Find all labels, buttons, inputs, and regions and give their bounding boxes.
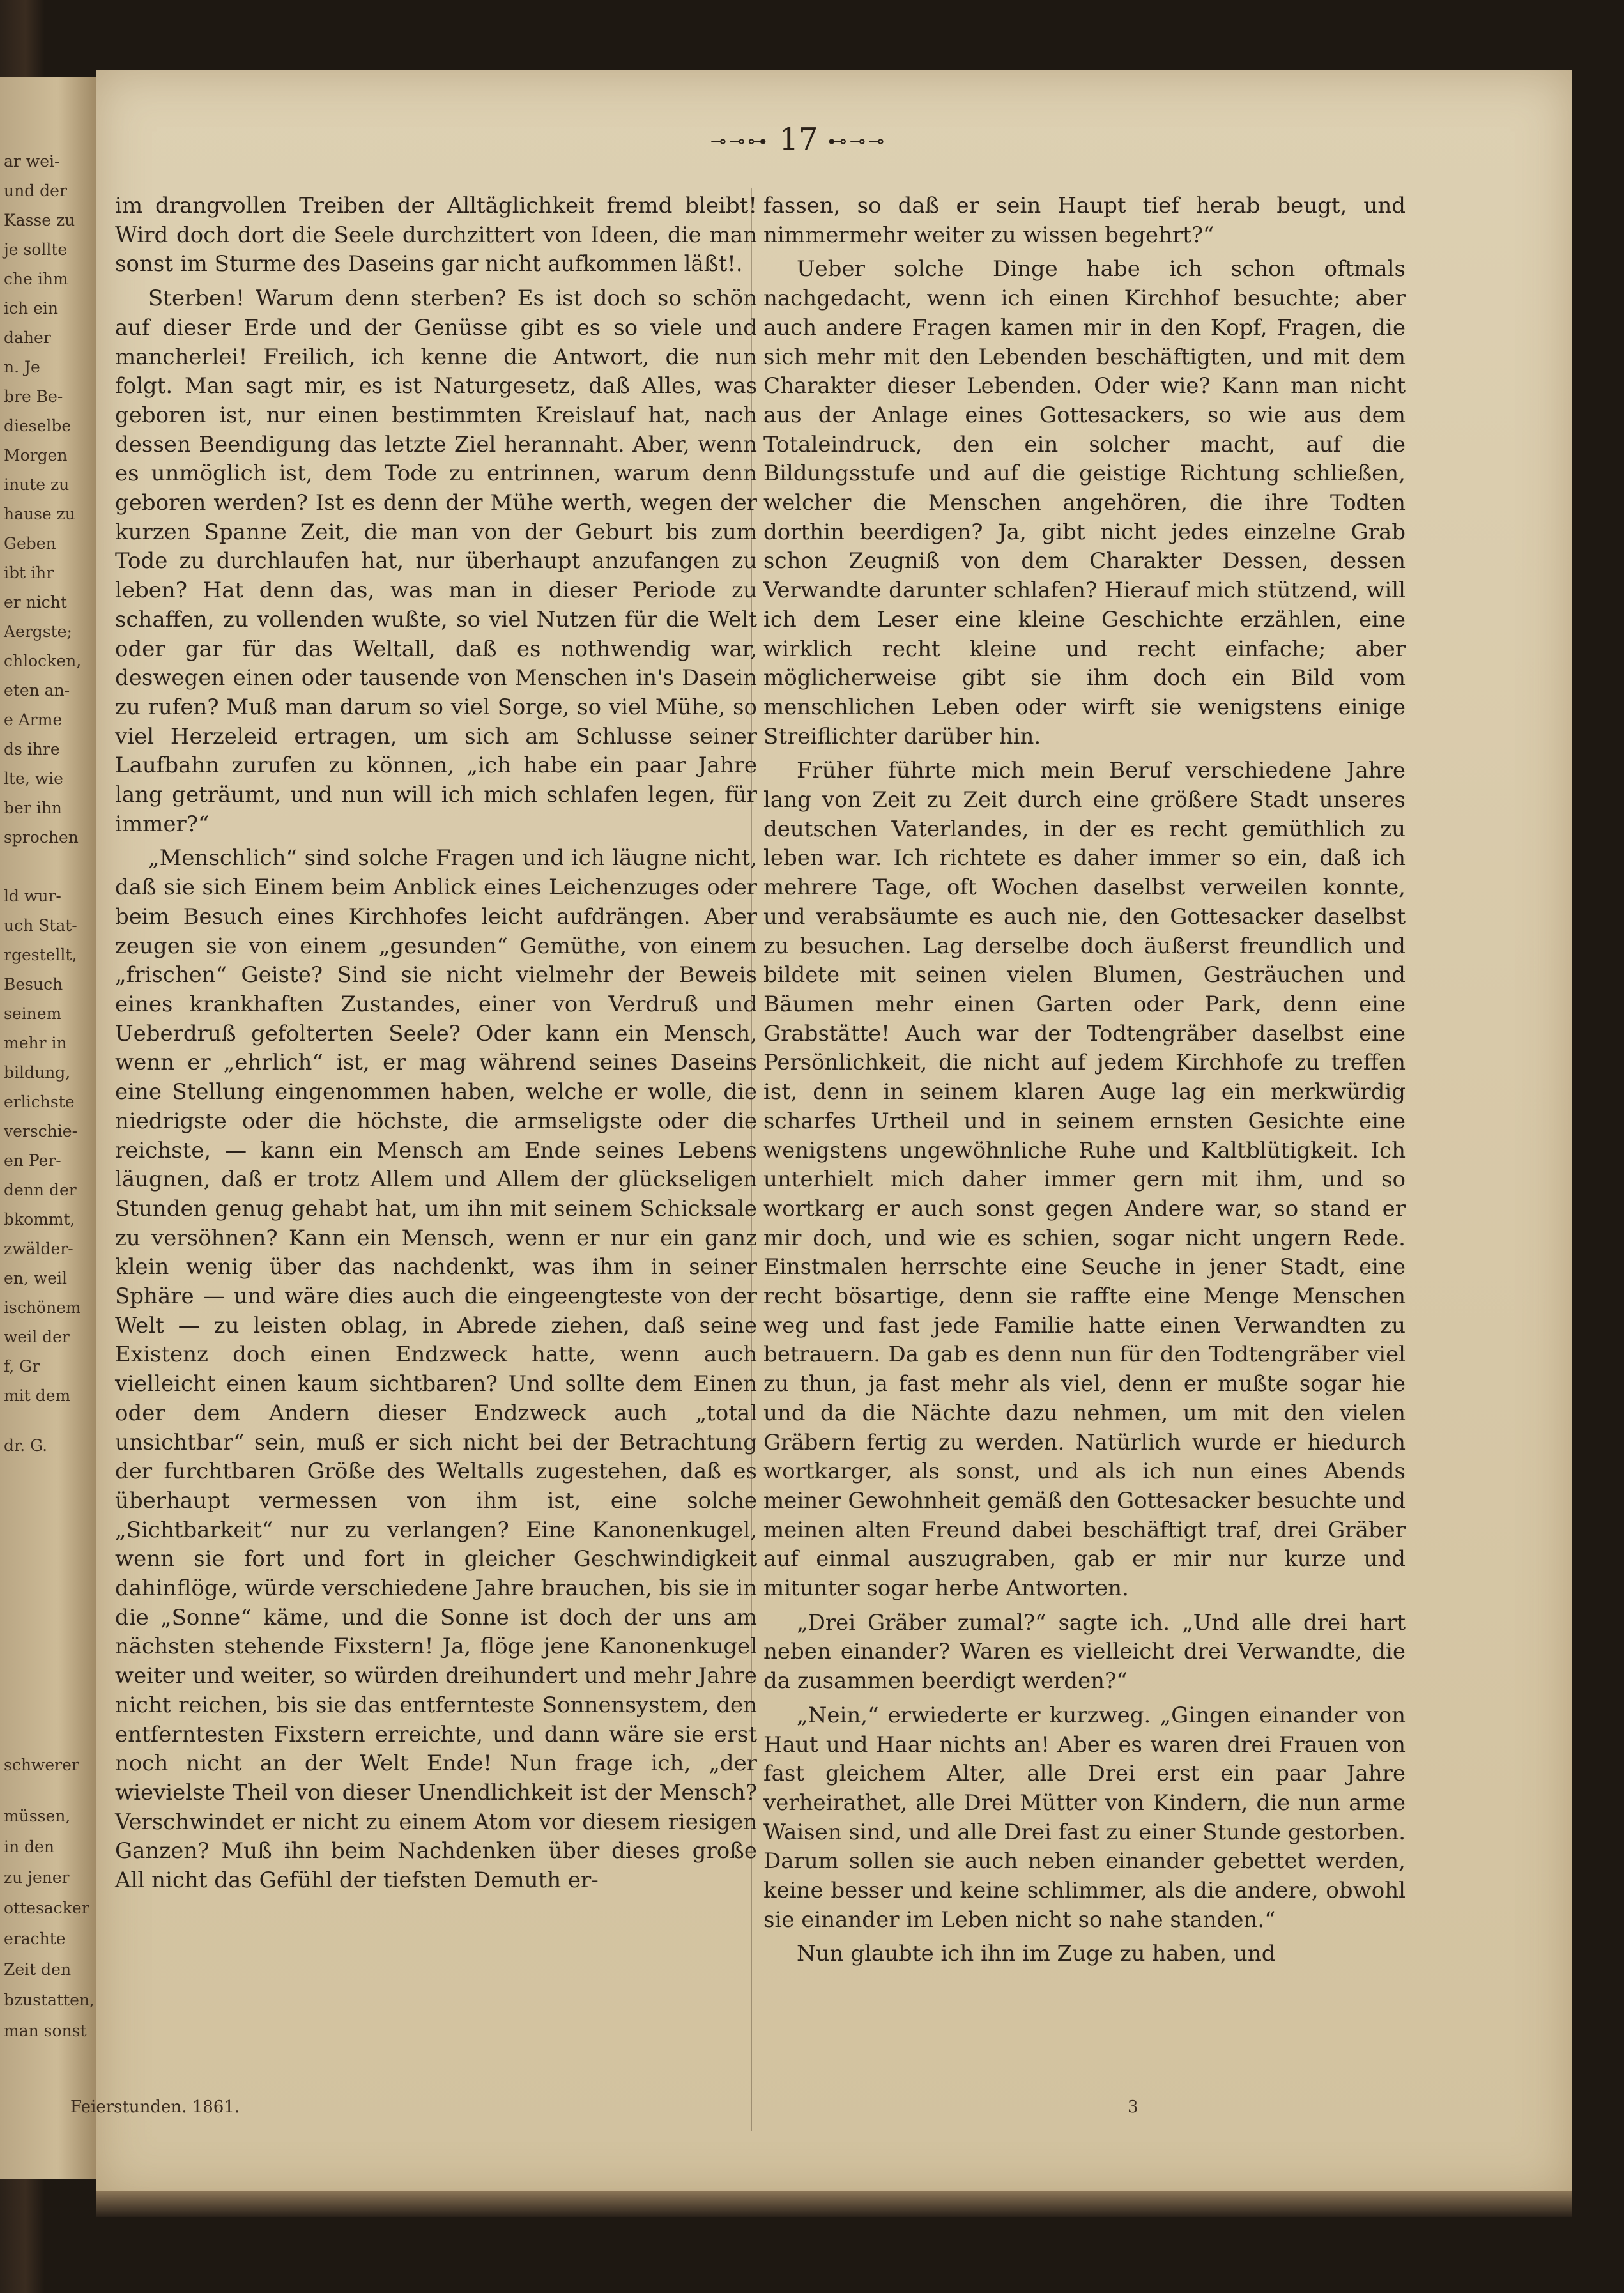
facing-page-fragment: che ihm bbox=[4, 270, 68, 288]
facing-page-fragment: en Per- bbox=[4, 1151, 61, 1170]
paragraph: „Nein,“ erwiederte er kurzweg. „Gingen einander von Haut und Haar nichts an! Aber es waren drei Frauen von fast gleichem Alter, alle Drei erst ein paar Jahre verheirathet, alle Drei Mütter von Kindern, die nun arme Waisen sind, und alle Drei fast zu einer Stunde gestorben. Darum sollen sie auch neben einander gebettet werden, keine besser und keine schlimmer, als die andere, obwohl sie einander im Leben nicht so nahe standen.“ bbox=[763, 1702, 1406, 1933]
facing-page-fragment: dr. G. bbox=[4, 1436, 48, 1455]
facing-page-fragment: uch Stat- bbox=[4, 916, 77, 935]
facing-page-fragment: ibt ihr bbox=[4, 564, 54, 582]
facing-page-fragment: ld wur- bbox=[4, 887, 61, 905]
footer-signature-mark: 3 bbox=[1128, 2097, 1138, 2117]
facing-page-fragment: hause zu bbox=[4, 505, 75, 523]
facing-page-fragment: dieselbe bbox=[4, 417, 72, 435]
facing-page-fragment: Besuch bbox=[4, 975, 63, 993]
paragraph: „Drei Gräber zumal?“ sagte ich. „Und alle drei hart neben einander? Waren es vielleicht drei Verwandte, die da zusammen beerdigt werden?“ bbox=[763, 1609, 1406, 1694]
facing-page-fragment: zu jener bbox=[4, 1868, 70, 1887]
facing-page-fragment: weil der bbox=[4, 1328, 70, 1346]
facing-page-fragment: bildung, bbox=[4, 1063, 71, 1082]
text-column-right bbox=[763, 192, 1406, 1969]
facing-page-fragment: inute zu bbox=[4, 475, 70, 494]
paragraph: Nun glaubte ich ihn im Zuge zu haben, und bbox=[797, 1941, 1276, 1967]
facing-page-fragment: bre Be- bbox=[4, 387, 63, 406]
facing-page-fragment: mehr in bbox=[4, 1034, 67, 1052]
facing-page-fragment: er nicht bbox=[4, 593, 67, 611]
facing-page-fragment: müssen, bbox=[4, 1807, 71, 1825]
facing-page-fragment: zwälder- bbox=[4, 1239, 73, 1258]
paragraph: Früher führte mich mein Beruf verschiedene Jahre lang von Zeit zu Zeit durch eine größere Stadt unseres deutschen Vaterlandes, in der es recht gemüthlich zu leben war. Ich richtete es daher immer so ein, daß ich mehrere Tage, oft Wochen daselbst verweilen konnte, und verabsäumte es auch nie, den Gottesacker daselbst zu besuchen. Lag derselbe doch äußerst freundlich und bildete mit seinen vielen Blumen, Gesträuchen und Bäumen mehr einen Garten oder Park, denn eine Grabstätte! Auch war der Todtengräber daselbst eine Persönlichkeit, die nicht auf jedem Kirchhofe zu treffen ist, denn in seinem klaren Auge lag ein merkwürdig scharfes Urtheil und in seinem ernsten Gesichte eine wenigstens ungewöhnliche Ruhe und Kaltblütigkeit. Ich unterhielt mich daher immer gern mit ihm, und so wortkarg er auch sonst gegen Andere war, so stand er mir doch, und wie es schien, sogar nicht ungern Rede. Einstmalen herrschte eine Seuche in jener Stadt, eine recht bösartige, denn sie raffte eine Menge Menschen weg und fast jede Familie hatte einen Verwandten zu betrauern. Da gab es denn nun für den Todtengräber viel zu thun, ja fast mehr als viel, denn er mußte sogar hie und da die Nächte dazu nehmen, um mit den vielen Gräbern fertig zu werden. Natürlich wurde er hiedurch wortkarger, als sonst, und als ich nun eines Abends meiner Gewohnheit gemäß den Gottesacker besuchte und meinen alten Freund dabei beschäftigt traf, drei Gräber auf einmal auszugraben, gab er mir nur kurze und mitunter sogar herbe Antworten. bbox=[763, 758, 1406, 1602]
ornament-left-icon: ⊸⊸⊶ bbox=[710, 130, 770, 153]
facing-page-fragment: Aergste; bbox=[4, 622, 72, 641]
facing-page-fragment: sprochen bbox=[4, 828, 79, 847]
facing-page-fragment: und der bbox=[4, 181, 67, 200]
facing-page-fragment: Morgen bbox=[4, 446, 68, 464]
facing-page-fragment: eten an- bbox=[4, 681, 70, 700]
facing-page-fragment: verschie- bbox=[4, 1122, 78, 1140]
facing-page-fragment: erachte bbox=[4, 1929, 66, 1948]
facing-page-fragment: erlichste bbox=[4, 1093, 75, 1111]
facing-page-fragment: ber ihn bbox=[4, 799, 62, 817]
page-bottom-edge bbox=[96, 2191, 1572, 2217]
facing-page-fragment: ds ihre bbox=[4, 740, 60, 758]
facing-page-fragment: ar wei- bbox=[4, 152, 60, 171]
facing-page-fragment: chlocken, bbox=[4, 652, 82, 670]
facing-page-fragment: n. Je bbox=[4, 358, 40, 376]
facing-page-fragment: Kasse zu bbox=[4, 211, 75, 229]
facing-page-fragment: denn der bbox=[4, 1181, 77, 1199]
text-column-left bbox=[115, 192, 757, 1896]
facing-page-fragment: Geben bbox=[4, 534, 56, 553]
paragraph: fassen, so daß er sein Haupt tief herab beugt, und nimmermehr weiter zu wissen begehrt?“ bbox=[763, 193, 1406, 248]
facing-page-fragment: bkommt, bbox=[4, 1210, 75, 1229]
footer-publication: Feierstunden. 1861. bbox=[70, 2097, 240, 2117]
facing-page-fragment: f, Gr bbox=[4, 1357, 40, 1376]
facing-page-fragment: seinem bbox=[4, 1004, 62, 1023]
facing-page-fragment: ischönem bbox=[4, 1298, 81, 1317]
column-divider bbox=[751, 188, 752, 2131]
facing-page-fragment: rgestellt, bbox=[4, 946, 77, 964]
page-number bbox=[639, 121, 958, 157]
facing-page-fragment: lte, wie bbox=[4, 769, 63, 788]
paragraph: „Menschlich“ sind solche Fragen und ich läugne nicht, daß sie sich Einem beim Anblick eines Leichenzuges oder beim Besuch eines Kirchhofes leicht aufdrängen. Aber zeugen sie von einem „gesunden“ Gemüthe, von einem „frischen“ Geiste? Sind sie nicht vielmehr der Beweis eines krankhaften Zustandes, einer von Verdruß und Ueberdruß gefolterten Seele? Oder kann ein Mensch, wenn er „ehrlich“ ist, er mag während seines Daseins eine Stellung eingenommen haben, welche er wolle, die niedrigste oder die höchste, die armseligste oder die reichste, — kann ein Mensch am Ende seines Lebens läugnen, daß er trotz Allem und Allem der glückseligen Stunden genug gehabt hat, um ihn mit seinem Schicksale zu versöhnen? Kann ein Mensch, wenn er nur ein ganz klein wenig über das nachdenkt, was ihm in seiner Sphäre — und wäre dies auch die eingeengteste von der Welt — zu leisten oblag, in Abrede ziehen, daß seine Existenz doch einen Endzweck hatte, wenn auch vielleicht einen kaum sichtbaren? Und sollte dem Einen oder dem Andern dieser Endzweck auch „total unsichtbar“ sein, muß er sich nicht bei der Betrachtung der furchtbaren Größe des Weltalls zugestehen, daß es überhaupt vermessen von ihm ist, eine solche „Sichtbarkeit“ nur zu verlangen? Eine Kanonenkugel, wenn sie fort und fort in gleicher Geschwindigkeit dahinflöge, würde verschiedene Jahre brauchen, bis sie in die „Sonne“ käme, und die Sonne ist doch der uns am nächsten stehende Fixstern! Ja, flöge jene Kanonenkugel weiter und weiter, so würden dreihundert und mehr Jahre nicht reichen, bis sie das entfernteste Sonnensystem, den entferntesten Fixstern erreichte, und dann wäre sie erst noch nicht an der Welt Ende! Nun frage ich, „der wievielste Theil von dieser Unendlichkeit ist der Mensch? Verschwindet er nicht zu einem Atom vor diesem riesigen Ganzen? Muß ihn beim Nachdenken über dieses große All nicht das Gefühl der tiefsten Demuth er- bbox=[115, 845, 757, 1894]
facing-page-edge bbox=[0, 77, 96, 2179]
facing-page-fragment: man sonst bbox=[4, 2021, 87, 2040]
paragraph: Sterben! Warum denn sterben? Es ist doch so schön auf dieser Erde und der Genüsse gibt es so viele und mancherlei! Freilich, ich kenne die Antwort, die nun folgt. Man sagt mir, es ist Naturgesetz, daß Alles, was geboren ist, nur einen bestimmten Kreislauf hat, nach dessen Beendigung das letzte Ziel herannaht. Aber, wenn es unmöglich ist, dem Tode zu entrinnen, warum denn geboren werden? Ist es denn der Mühe werth, wegen der kurzen Spanne Zeit, die man von der Geburt bis zum Tode zu durchlaufen hat, nur überhaupt anzufangen zu leben? Hat denn das, was man in dieser Periode zu schaffen, zu vollenden wußte, so viel Nutzen für die Welt oder gar für das Weltall, daß es nothwendig war, deswegen einen oder tausende von Menschen in's Dasein zu rufen? Muß man darum so viel Sorge, so viel Mühe, so viel Herzeleid ertragen, um sich am Schlusse seiner Laufbahn zurufen zu können, „ich habe ein paar Jahre lang geträumt, und nun will ich mich schlafen legen, für immer?“ bbox=[115, 286, 757, 837]
facing-page-fragment: ottesacker bbox=[4, 1899, 89, 1917]
facing-page-fragment: e Arme bbox=[4, 710, 63, 729]
ornament-right-icon: ⊷⊸⊸ bbox=[827, 130, 887, 153]
book-page bbox=[96, 70, 1572, 2198]
facing-page-fragment: in den bbox=[4, 1837, 54, 1856]
page-number-value: 17 bbox=[779, 121, 818, 157]
facing-page-fragment: bzustatten, bbox=[4, 1991, 95, 2009]
facing-page-fragment: daher bbox=[4, 328, 51, 347]
facing-page-fragment: mit dem bbox=[4, 1386, 71, 1405]
facing-page-fragment: Zeit den bbox=[4, 1960, 72, 1979]
facing-page-fragment: je sollte bbox=[4, 240, 68, 259]
facing-page-fragment: schwerer bbox=[4, 1756, 79, 1774]
facing-page-fragment: ich ein bbox=[4, 299, 58, 318]
facing-page-fragment: en, weil bbox=[4, 1269, 67, 1287]
paragraph: im drangvollen Treiben der Alltäglichkeit fremd bleibt! Wird doch dort die Seele durchzittert von Ideen, die man sonst im Sturme des Daseins gar nicht aufkommen läßt!. bbox=[115, 193, 757, 277]
paragraph: Ueber solche Dinge habe ich schon oftmals nachgedacht, wenn ich einen Kirchhof besuchte; aber auch andere Fragen kamen mir in den Kopf, Fragen, die sich mehr mit den Lebenden beschäftigten, und mit dem Charakter dieser Lebenden. Oder wie? Kann man nicht aus der Anlage eines Gottesackers, so wie aus dem Totaleindruck, den ein solcher macht, auf die Bildungsstufe und auf die geistige Richtung schließen, welcher die Menschen angehören, die ihre Todten dorthin beerdigen? Ja, gibt nicht jedes einzelne Grab schon Zeugniß von dem Charakter Dessen, dessen Verwandte darunter schlafen? Hierauf mich stützend, will ich dem Leser eine kleine Geschichte erzählen, eine wirklich recht kleine und recht einfache; aber möglicherweise gibt sie ihm doch ein Bild vom menschlichen Leben oder wirft sie wenigstens einige Streiflichter darüber hin. bbox=[763, 256, 1406, 749]
